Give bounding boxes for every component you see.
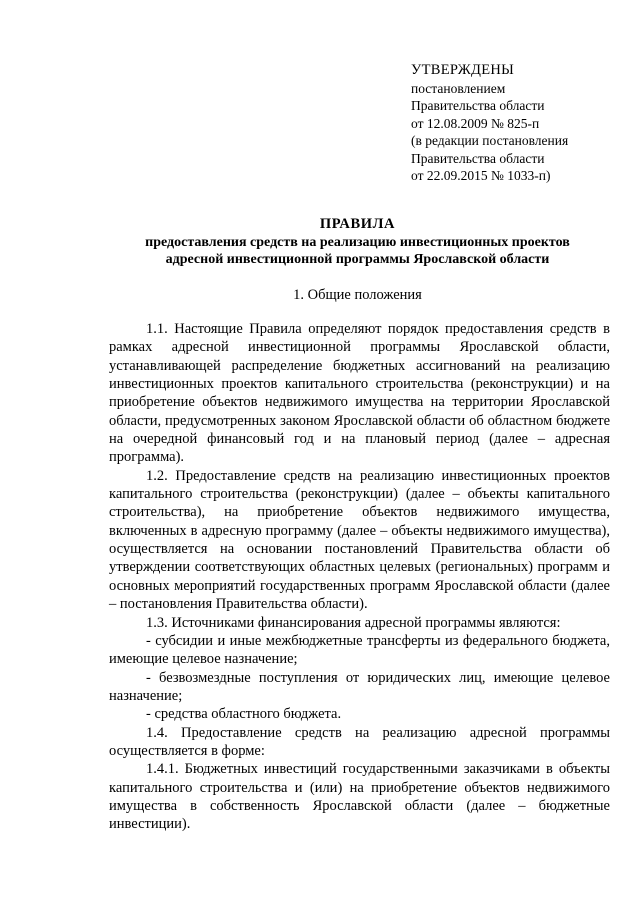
paragraph-1-4: 1.4. Предоставление средств на реализацию адресной программы осуществляется в форме:: [109, 724, 610, 759]
document-title: ПРАВИЛА: [319, 216, 396, 232]
list-item-federal-subsidies: - субсидии и иные межбюджетные трансферты из федерального бюджета, имеющие целевое назначение;: [109, 632, 610, 668]
paragraph-1-4-1: 1.4.1. Бюджетных инвестиций государственными заказчиками в объекты капитального строительства и (или) на приобретение объектов недвижимого имущества в собственность Ярославской области (далее – бюджетные инвестиции).: [109, 761, 610, 833]
document-subtitle-line-1: предоставления средств на реализацию инвестиционных проектов: [145, 234, 570, 250]
paragraph-1-2: 1.2. Предоставление средств на реализацию инвестиционных проектов капитального строительства (реконструкции) (далее – объекты капитального строительства), на приобретение объектов недвижимого имущества, включенных в адресную программу (далее – объекты недвижимого имущества), осуществляется на основании постановлений Правительства области об утверждении соответствующих областных целевых (региональных) программ и основных мероприятий государственных программ Ярославской области (далее – постановления Правительства области).: [109, 467, 610, 613]
paragraph-1-1: 1.1. Настоящие Правила определяют порядок предоставления средств в рамках адресной инвестиционной программы Ярославской области, устанавливающей распределение бюджетных ассигнований на реализацию инвестиционных проектов капитального строительства (реконструкции) и на приобретение объектов недвижимого имущества на территории Ярославской области, предусмотренных законом Ярославской области об областном бюджете на очередной финансовый год и на плановый период (далее – адресная программа).: [109, 321, 610, 466]
section-heading: 1. Общие положения: [293, 287, 422, 303]
approval-line: от 12.08.2009 № 825-п: [411, 115, 540, 131]
approval-line: Правительства области: [411, 150, 545, 166]
approval-block: [411, 60, 631, 184]
document-title-block: [100, 216, 615, 269]
approval-title: УТВЕРЖДЕНЫ: [411, 62, 515, 78]
approval-line: от 22.09.2015 № 1033-п): [411, 168, 551, 184]
document-body: [109, 320, 610, 834]
document-subtitle-line-2: адресной инвестиционной программы Ярославской области: [165, 252, 550, 267]
approval-line: Правительства области: [411, 98, 545, 114]
approval-line: постановлением: [411, 81, 506, 96]
list-item-regional-budget: - средства областного бюджета.: [146, 706, 342, 723]
paragraph-1-3: 1.3. Источниками финансирования адресной программы являются:: [146, 614, 561, 631]
list-item-gratuitous-receipts: - безвозмездные поступления от юридических лиц, имеющие целевое назначение;: [109, 669, 610, 704]
approval-line: (в редакции постановления: [411, 133, 569, 149]
